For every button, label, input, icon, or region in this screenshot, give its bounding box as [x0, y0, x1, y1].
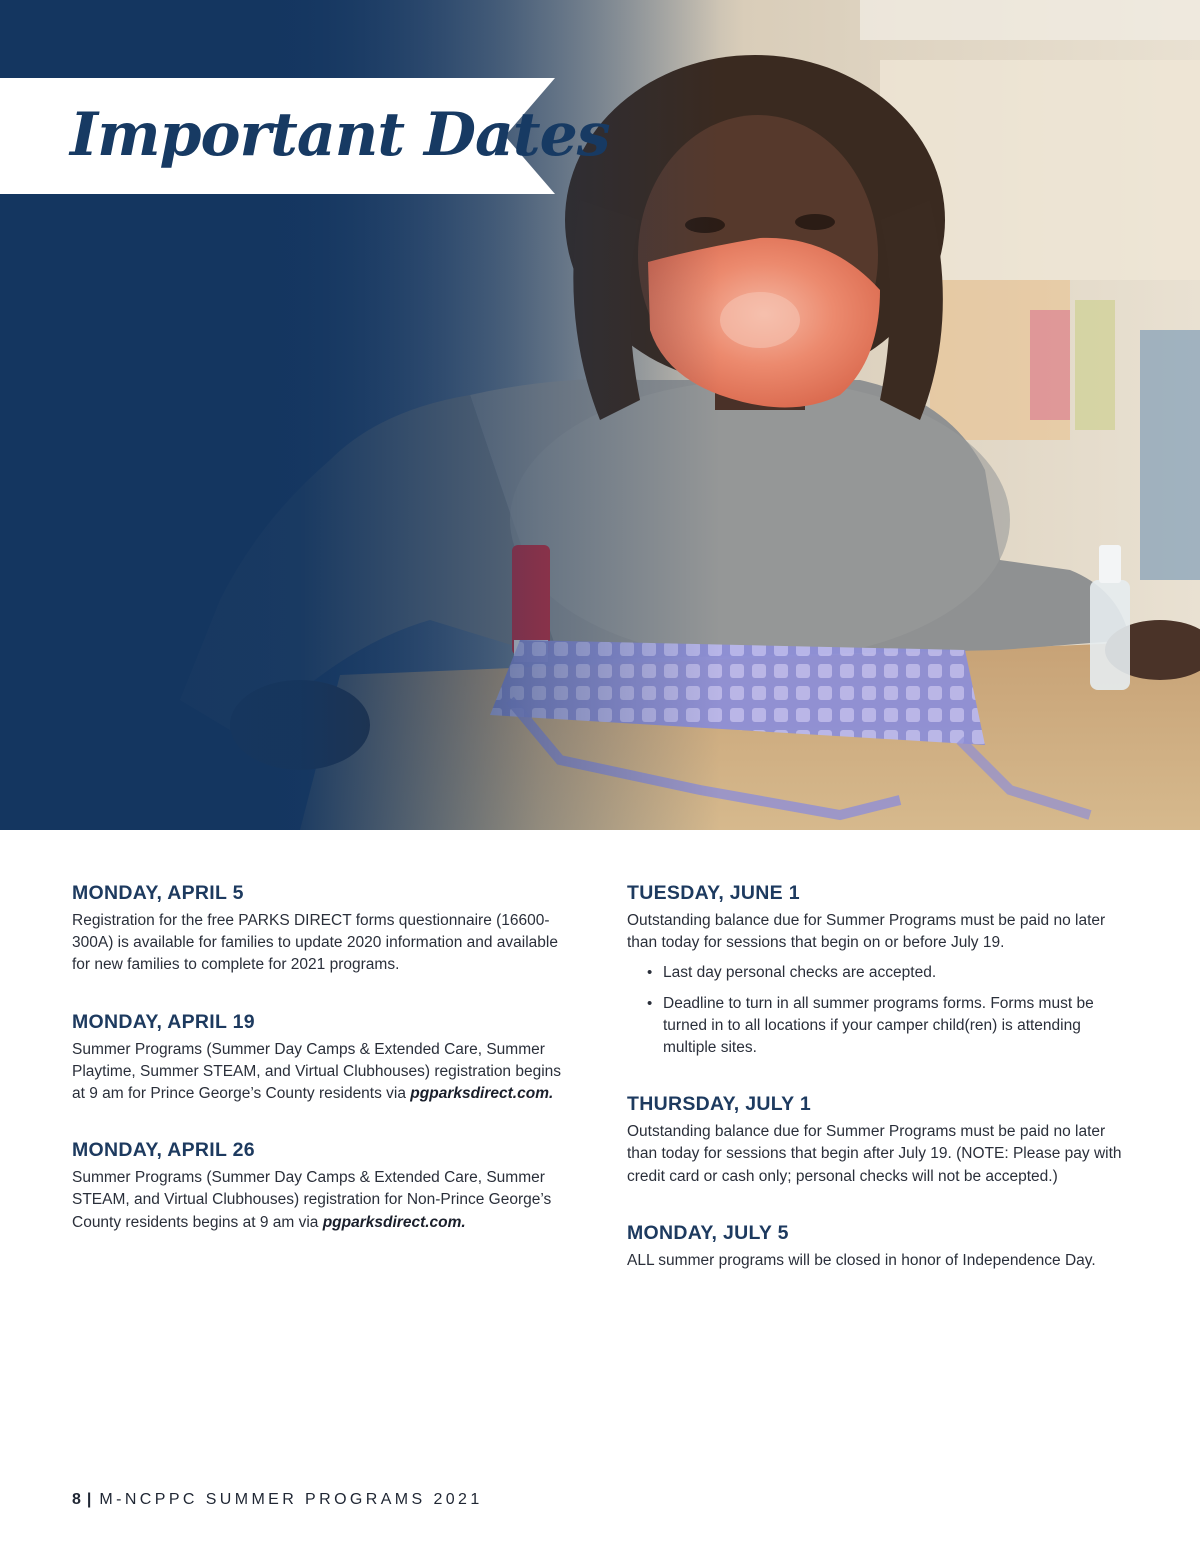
bullet-dot: • [647, 964, 653, 982]
events-right-column [627, 880, 1132, 1304]
event-date: TUESDAY, JUNE 1 [627, 882, 800, 904]
bullet-item [627, 962, 1132, 984]
event-description: Outstanding balance due for Summer Programs must be paid no later than today for sessions that begin after July 19. (NOTE: Please pay with credit card or cash only; personal checks will not be accepted.) [627, 1123, 1122, 1185]
bullet-item [627, 993, 1132, 1060]
event-date: MONDAY, APRIL 19 [72, 1010, 255, 1033]
event-april-19 [72, 1009, 572, 1106]
event-text: Summer Programs (Summer Day Camps & Extended Care, Summer Playtime, Summer STEAM, and Virtual Clubhouses) registration begins at 9 am for Prince George’s County residents via [72, 1040, 562, 1103]
event-description: Registration for the free PARKS DIRECT forms questionnaire (16600-300A) is available for families to update 2020 information and available for new families to complete for 2021 programs. [72, 912, 558, 974]
event-date: MONDAY, APRIL 26 [72, 1139, 255, 1162]
event-text: Summer Programs (Summer Day Camps & Extended Care, Summer STEAM, and Virtual Clubhouses) registration for Non-Prince George’s County residents begins at 9 am via [72, 1169, 552, 1231]
event-description [72, 1039, 572, 1106]
bullet-dot: • [647, 994, 653, 1012]
event-description [72, 1167, 572, 1234]
page-title: Important Dates [70, 100, 610, 170]
page-footer [72, 1491, 483, 1509]
events-left-column [72, 880, 572, 1266]
page-number: 8 [72, 1491, 81, 1508]
event-date: MONDAY, JULY 5 [627, 1221, 789, 1244]
event-april-5 [72, 880, 572, 977]
bullet-text: Last day personal checks are accepted. [663, 964, 937, 982]
publication-name: M-NCPPC SUMMER PROGRAMS 2021 [99, 1491, 483, 1508]
pgparksdirect-link[interactable]: pgparksdirect.com. [322, 1213, 466, 1231]
bullet-list [627, 962, 1132, 1059]
event-description: ALL summer programs will be closed in honor of Independence Day. [627, 1251, 1096, 1269]
event-july-5 [627, 1220, 1132, 1272]
pgparksdirect-link[interactable]: pgparksdirect.com. [410, 1085, 554, 1103]
event-june-1 [627, 880, 1132, 1059]
event-date: THURSDAY, JULY 1 [627, 1093, 811, 1116]
event-date: MONDAY, APRIL 5 [72, 882, 244, 904]
event-july-1 [627, 1091, 1132, 1188]
event-description: Outstanding balance due for Summer Programs must be paid no later than today for sessions that begin on or before July 19. [627, 912, 1106, 952]
event-april-26 [72, 1137, 572, 1234]
footer-separator: | [86, 1491, 92, 1508]
bullet-text: Deadline to turn in all summer programs forms. Forms must be turned in to all locations if your camper child(ren) is attending multiple sites. [663, 994, 1094, 1057]
